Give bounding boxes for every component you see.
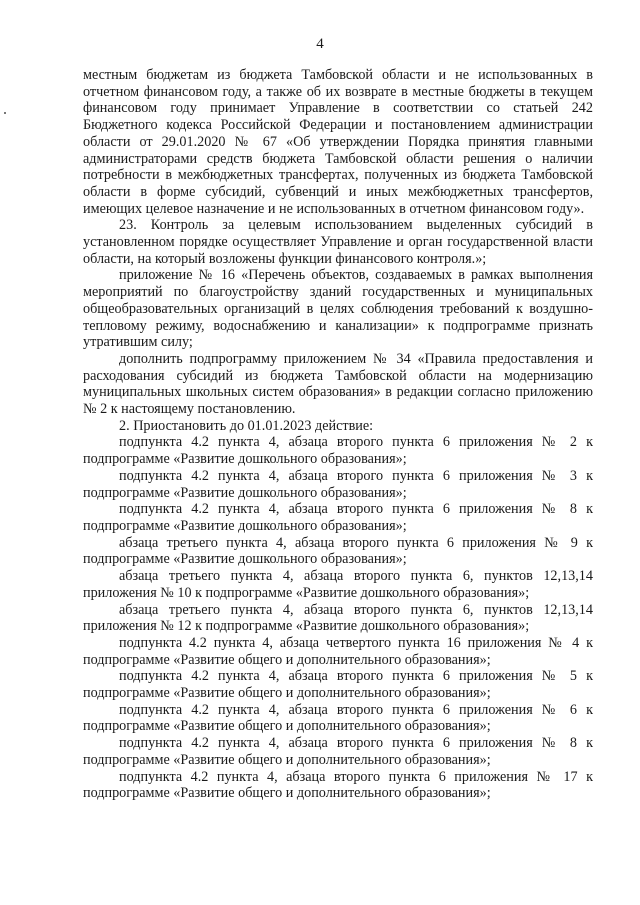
- paragraph-suspend-heading: 2. Приостановить до 01.01.2023 действие:: [119, 417, 374, 434]
- list-item: подпункта 4.2 пункта 4, абзаца четвертого пункта 16 приложения № 4 к подпрограмме «Развитие общего и дополнительного образования»;: [83, 634, 593, 668]
- paragraph-continuation: местным бюджетам из бюджета Тамбовской области и не использованных в отчетном финансовом году, а также об их возврате в местные бюджеты в текущем финансовом году принимает Управление в соответствии со статьей 242 Бюджетного кодекса Российской Федерации и постановлением администрации области от 29.01.2020 № 67 «Об утверждении Порядка принятия главными администраторами средств бюджета Тамбовской области решения о наличии потребности в межбюджетных трансфертах, полученных из бюджета Тамбовской области в форме субсидий, субвенций и иных межбюджетных трансфертов, имеющих целевое назначение и не использованных в отчетном финансовом году».: [83, 67, 593, 217]
- paragraph-point-23: 23. Контроль за целевым использованием выделенных субсидий в установленном порядке осуществляет Управление и орган государственной власти области, на который возложены функции финансового контроля.»;: [83, 217, 593, 267]
- list-item: подпункта 4.2 пункта 4, абзаца второго пункта 6 приложения № 6 к подпрограмме «Развитие общего и дополнительного образования»;: [83, 701, 593, 735]
- paragraph-appendix-34: дополнить подпрограмму приложением № 34 «Правила предоставления и расходования субсидий из бюджета Тамбовской области на модернизацию муниципальных школьных систем образования» в редакции согласно приложению № 2 к настоящему постановлению.: [83, 350, 593, 418]
- paragraph-appendix-16: приложение № 16 «Перечень объектов, создаваемых в рамках выполнения мероприятий по благоустройству зданий государственных и муниципальных общеобразовательных организаций в целях соблюдения требований к воздушно-тепловому режиму, водоснабжению и канализации» к подпрограмме признать утратившим силу;: [83, 267, 593, 351]
- margin-mark: [4, 112, 6, 114]
- page-number: 4: [316, 36, 324, 52]
- list-item: подпункта 4.2 пункта 4, абзаца второго пункта 6 приложения № 2 к подпрограмме «Развитие дошкольного образования»;: [83, 434, 593, 468]
- list-item: подпункта 4.2 пункта 4, абзаца второго пункта 6 приложения № 5 к подпрограмме «Развитие общего и дополнительного образования»;: [83, 668, 593, 702]
- document-body: [83, 67, 593, 802]
- list-item: подпункта 4.2 пункта 4, абзаца второго пункта 6 приложения № 3 к подпрограмме «Развитие дошкольного образования»;: [83, 467, 593, 501]
- list-item: подпункта 4.2 пункта 4, абзаца второго пункта 6 приложения № 8 к подпрограмме «Развитие дошкольного образования»;: [83, 501, 593, 534]
- list-item: абзаца третьего пункта 4, абзаца второго пункта 6, пунктов 12,13,14 приложения № 10 к подпрограмме «Развитие дошкольного образования»;: [83, 568, 593, 601]
- list-item: подпункта 4.2 пункта 4, абзаца второго пункта 6 приложения № 8 к подпрограмме «Развитие общего и дополнительного образования»;: [83, 735, 593, 768]
- list-item: абзаца третьего пункта 4, абзаца второго пункта 6, пунктов 12,13,14 приложения № 12 к подпрограмме «Развитие дошкольного образования»;: [83, 601, 593, 635]
- list-item: абзаца третьего пункта 4, абзаца второго пункта 6 приложения № 9 к подпрограмме «Развитие дошкольного образования»;: [83, 534, 593, 568]
- list-item: подпункта 4.2 пункта 4, абзаца второго пункта 6 приложения № 17 к подпрограмме «Развитие общего и дополнительного образования»;: [83, 768, 593, 802]
